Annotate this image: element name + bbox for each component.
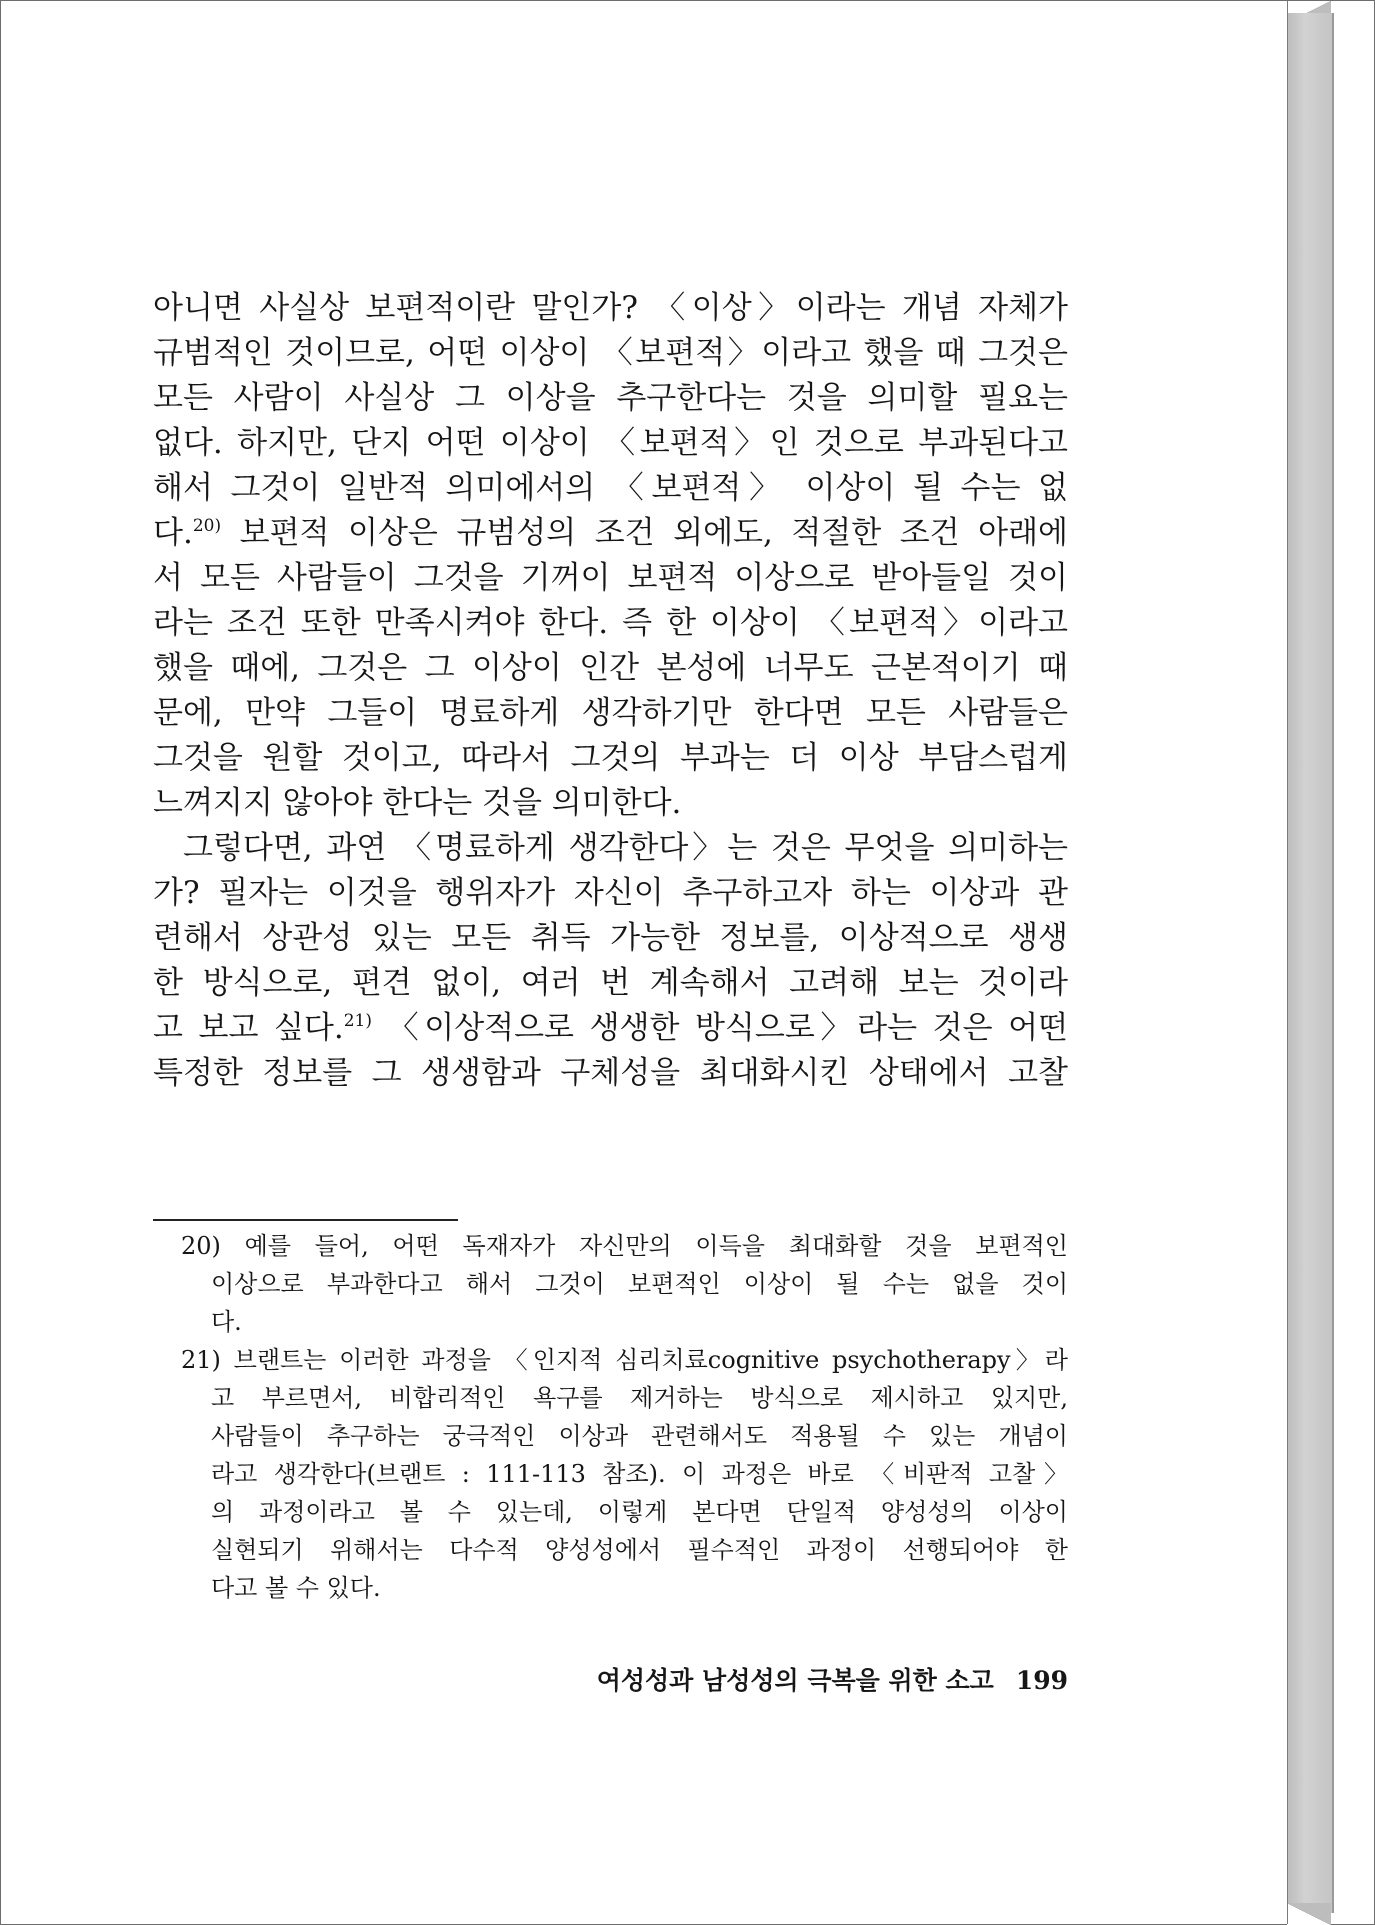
- text-line-8: 라는 조건 또한 만족시켜야 한다. 즉 한 이상이 〈보편적〉이라고: [153, 605, 1068, 641]
- book-page: [1, 1, 1288, 1924]
- text-line-18: 특정한 정보를 그 생생함과 구체성을 최대화시킨 상태에서 고찰: [153, 1055, 1068, 1091]
- book-page-edge: [1287, 13, 1334, 1913]
- text-line-7: 서 모든 사람들이 그것을 기꺼이 보편적 이상으로 받아들일 것이: [153, 560, 1068, 596]
- page-edge-bottom: [1287, 1903, 1331, 1925]
- text-line-17-prefix: 고 보고 싶다.: [153, 1010, 344, 1046]
- text-line-5: 해서 그것이 일반적 의미에서의 〈보편적〉 이상이 될 수는 없: [153, 470, 1068, 506]
- footnote-line: 의 과정이라고 볼 수 있는데, 이렇게 본다면 단일적 양성성의 이상이: [211, 1498, 1068, 1526]
- page-number: 199: [1015, 1666, 1068, 1695]
- footnote-line: 사람들이 추구하는 궁극적인 이상과 관련해서도 적용될 수 있는 개념이: [211, 1422, 1068, 1450]
- text-line-17-body: 〈이상적으로 생생한 방식으로〉라는 것은 어떤: [387, 1010, 1068, 1046]
- footnote-line: 고 부르면서, 비합리적인 욕구를 제거하는 방식으로 제시하고 있지만,: [211, 1384, 1068, 1412]
- text-line-16: 한 방식으로, 편견 없이, 여러 번 계속해서 고려해 보는 것이라: [153, 965, 1068, 1001]
- text-line-14: 가? 필자는 이것을 행위자가 자신이 추구하고자 하는 이상과 관: [153, 875, 1068, 911]
- footnote-line: 실현되기 위해서는 다수적 양성성에서 필수적인 과정이 선행되어야 한: [211, 1536, 1068, 1564]
- text-line-2: 규범적인 것이므로, 어떤 이상이 〈보편적〉이라고 했을 때 그것은: [153, 335, 1068, 371]
- text-line-12: 느껴지지 않아야 한다는 것을 의미한다.: [153, 785, 682, 821]
- footnote-line: 라고 생각한다(브랜트 : 111-113 참조). 이 과정은 바로 〈비판적 고찰〉: [211, 1460, 1068, 1488]
- text-line-6-prefix: 다.: [153, 515, 193, 551]
- footnote-line: 21) 브랜트는 이러한 과정을 〈인지적 심리치료cognitive psychotherapy〉라: [181, 1346, 1068, 1374]
- text-line-6: [153, 511, 1068, 556]
- text-line-1: 아니면 사실상 보편적이란 말인가? 〈이상〉이라는 개념 자체가: [153, 290, 1068, 326]
- running-footer: [521, 1661, 1068, 1701]
- footnote-line: 다고 볼 수 있다.: [211, 1574, 381, 1602]
- footnote-20: [181, 1227, 1068, 1341]
- running-title: 여성성과 남성성의 극복을 위한 소고: [596, 1666, 994, 1695]
- text-line-13: 그렇다면, 과연 〈명료하게 생각한다〉는 것은 무엇을 의미하는: [183, 830, 1068, 866]
- text-line-6-body: 보편적 이상은 규범성의 조건 외에도, 적절한 조건 아래에: [239, 515, 1068, 551]
- footnote-separator: [153, 1219, 458, 1221]
- footnote-line: 20) 예를 들어, 어떤 독재자가 자신만의 이득을 최대화할 것을 보편적인: [181, 1232, 1068, 1260]
- text-line-17: [153, 1006, 1068, 1051]
- text-line-4: 없다. 하지만, 단지 어떤 이상이 〈보편적〉인 것으로 부과된다고: [153, 425, 1068, 461]
- footnote-line: 이상으로 부과한다고 해서 그것이 보편적인 이상이 될 수는 없을 것이: [211, 1270, 1068, 1298]
- footnotes: [181, 1227, 1068, 1607]
- footnote-21: [181, 1341, 1068, 1607]
- footnote-ref-20: 20): [192, 516, 222, 536]
- text-line-11: 그것을 원할 것이고, 따라서 그것의 부과는 더 이상 부담스럽게: [153, 740, 1068, 776]
- text-line-9: 했을 때에, 그것은 그 이상이 인간 본성에 너무도 근본적이기 때: [153, 650, 1068, 686]
- footnote-line: 다.: [211, 1308, 242, 1336]
- text-line-10: 문에, 만약 그들이 명료하게 생각하기만 한다면 모든 사람들은: [153, 695, 1068, 731]
- footnote-ref-21: 21): [343, 1011, 372, 1031]
- text-line-15: 련해서 상관성 있는 모든 취득 가능한 정보를, 이상적으로 생생: [153, 920, 1068, 956]
- text-line-3: 모든 사람이 사실상 그 이상을 추구한다는 것을 의미할 필요는: [153, 380, 1068, 416]
- main-text: [153, 286, 1068, 1096]
